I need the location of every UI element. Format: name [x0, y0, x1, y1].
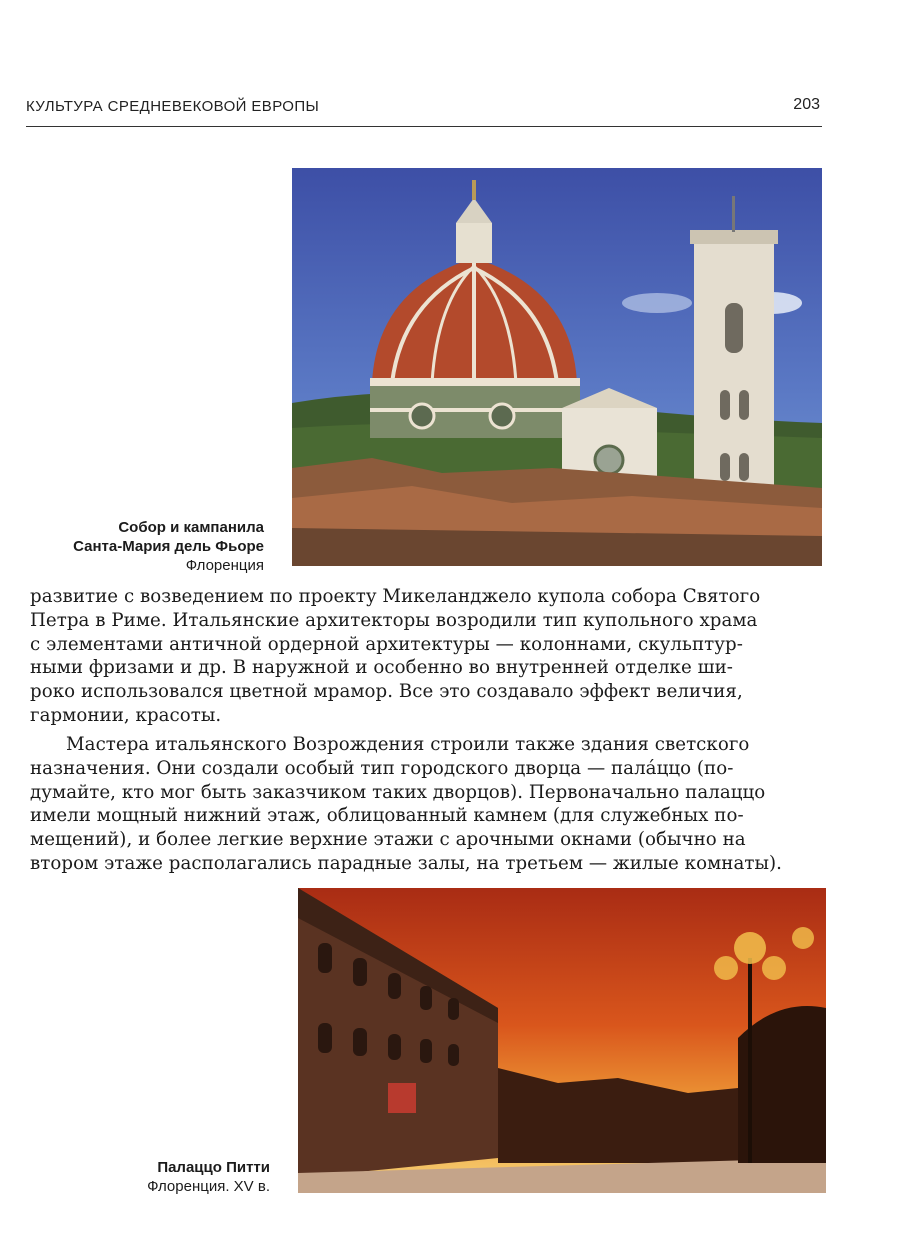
cathedral-photo [292, 168, 822, 566]
cathedral-illustration [292, 168, 822, 566]
caption-location: Флоренция. XV в. [147, 1178, 270, 1195]
text-line: имели мощный нижний этаж, облицованный камнем (для служебных по- [30, 805, 744, 827]
cathedral-caption [73, 518, 264, 575]
palazzo-caption [147, 1158, 270, 1196]
caption-location: Флоренция [185, 557, 264, 574]
text-line: ными фризами и др. В наружной и особенно во внутренней отделке ши- [30, 657, 733, 679]
text-line: втором этаже располагались парадные залы, на третьем — жилые комнаты). [30, 852, 782, 874]
text-line: мещений), и более легкие верхние этажи с арочными окнами (обычно на [30, 829, 746, 851]
caption-subtitle: Санта-Мария дель Фьоре [73, 538, 264, 555]
caption-title: Палаццо Питти [157, 1159, 270, 1176]
text-line: роко использовался цветной мрамор. Все это создавало эффект величия, [30, 681, 743, 703]
palazzo-photo [298, 888, 826, 1193]
palazzo-illustration [298, 888, 826, 1193]
paragraph-1 [30, 585, 826, 728]
text-line: Петра в Риме. Итальянские архитекторы возродили тип купольного храма [30, 609, 758, 631]
page-number: 203 [793, 96, 820, 113]
text-line: Мастера итальянского Возрождения строили также здания светского [66, 734, 750, 755]
text-line: назначения. Они создали особый тип городского дворца — палáццо (по- [30, 757, 734, 779]
text-line: думайте, кто мог быть заказчиком таких дворцов). Первоначально палаццо [30, 781, 766, 803]
caption-title: Собор и кампанила [118, 519, 264, 536]
text-line: гармонии, красоты. [30, 704, 222, 726]
running-header [26, 96, 822, 127]
text-line: развитие с возведением по проекту Микеланджело купола собора Святого [30, 586, 761, 607]
text-line: с элементами античной ордерной архитектуры — колоннами, скульптур- [30, 633, 743, 655]
chapter-title: КУЛЬТУРА СРЕДНЕВЕКОВОЙ ЕВРОПЫ [26, 98, 320, 115]
paragraph-2 [30, 733, 826, 876]
